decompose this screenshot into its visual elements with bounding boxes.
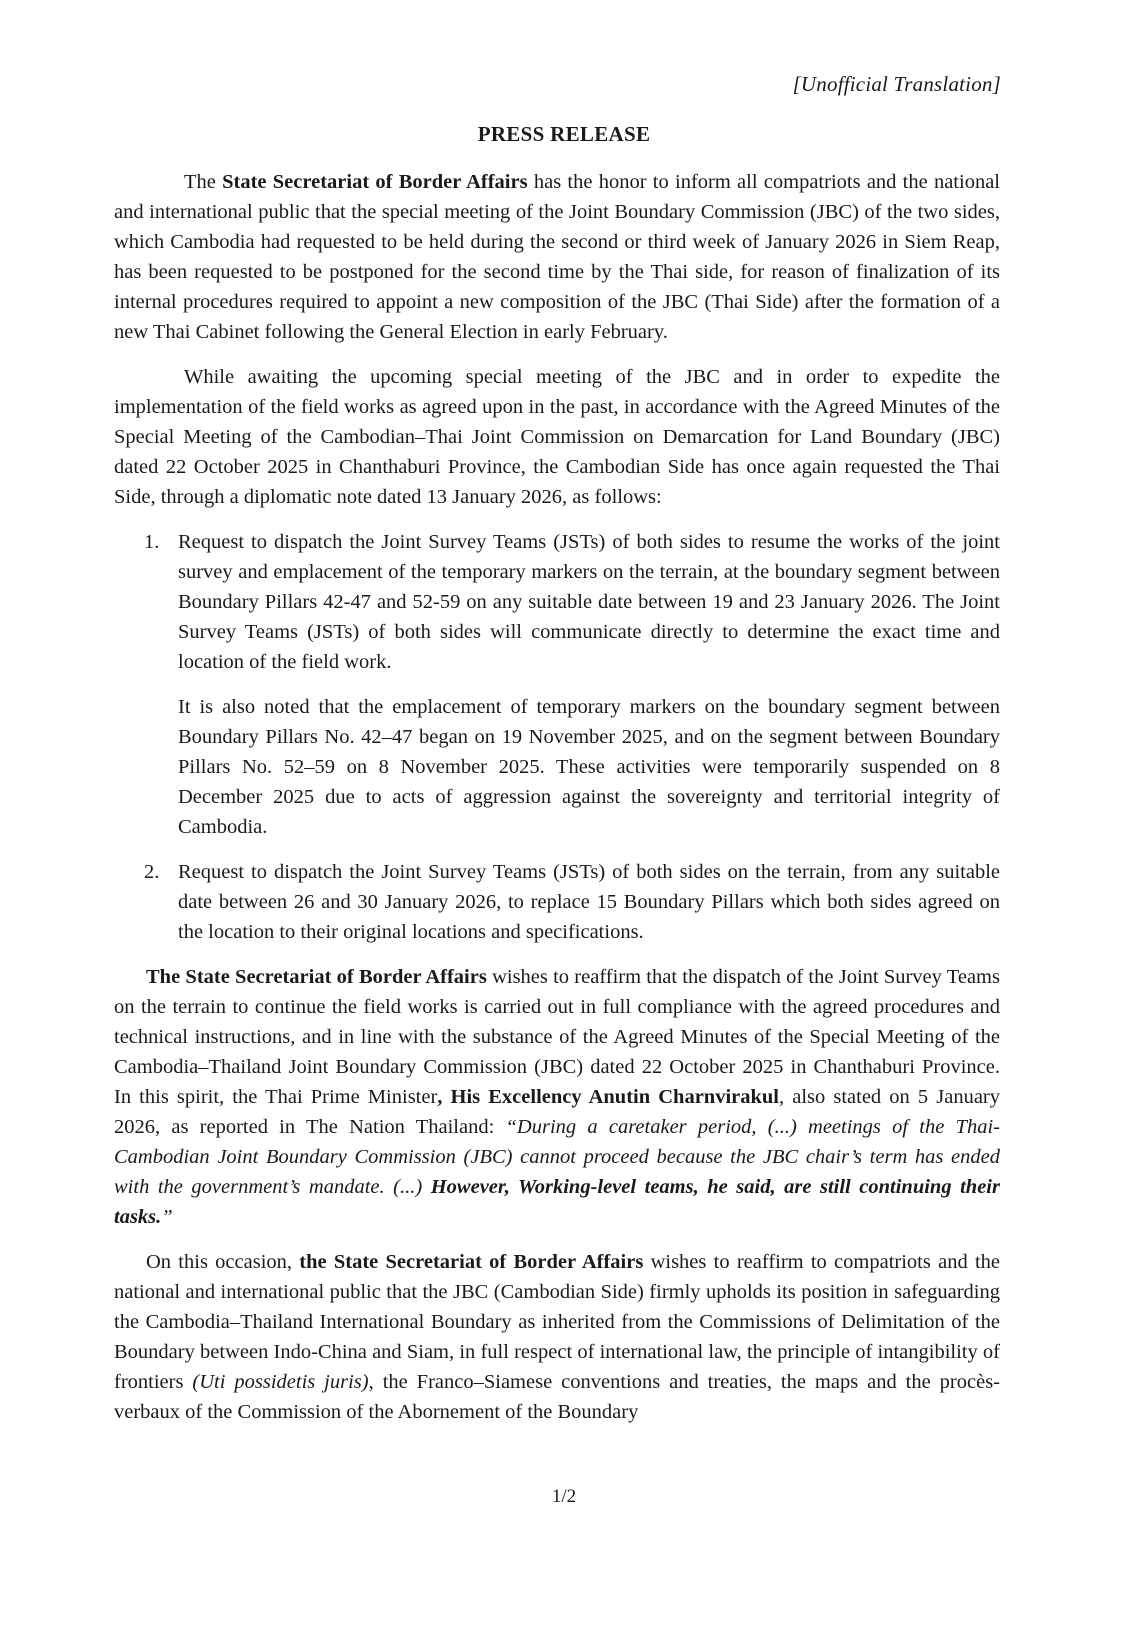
request-item-2 (114, 857, 1000, 947)
request-text: Request to dispatch the Joint Survey Teams (JSTs) of both sides to resume the works of the joint survey and emplacement of the temporary markers on the terrain, at the boundary segment between Boundary Pillars 42-47 and 52-59 on any suitable date between 19 and 23 January 2026. The Joint Survey Teams (JSTs) of both sides will communicate directly to determine the exact time and location of the field work. (178, 531, 1000, 673)
quote-close: ” (161, 1206, 173, 1228)
request-text: Request to dispatch the Joint Survey Teams (JSTs) of both sides on the terrain, from any suitable date between 26 and 30 January 2026, to replace 15 Boundary Pillars which both sides agreed on the location to their original locations and specifications. (178, 861, 1000, 943)
text-run: , also stated on 5 January 2026, as reported in The Nation Thailand: (114, 1086, 1000, 1138)
paragraph-position (114, 1247, 1000, 1427)
pm-name-bold: , His Excellency Anutin Charnvirakul (437, 1086, 779, 1108)
paragraph-postponement (114, 167, 1000, 347)
org-name-bold: State Secretariat of Border Affairs (222, 171, 528, 193)
latin-term-italic: (Uti possidetis juris) (192, 1371, 369, 1393)
document-body (114, 167, 1000, 1442)
list-number: 2. (144, 861, 160, 883)
text-run: On this occasion, (146, 1251, 300, 1273)
text-run: , the Franco–Siamese conventions and treaties, the maps and the procès-verbaux of the Commission of the Abornement of the Boundary (114, 1371, 1001, 1423)
quote-bold-italic: However, Working-level teams, he said, are still continuing their tasks. (114, 1176, 1000, 1228)
request-list (114, 527, 1000, 947)
org-name-bold: the State Secretariat of Border Affairs (299, 1251, 644, 1273)
list-number: 1. (144, 531, 160, 553)
request-note: It is also noted that the emplacement of temporary markers on the boundary segment between Boundary Pillars No. 42–47 began on 19 November 2025, and on the segment between Boundary Pillars No. 52–59 on 8 November 2025. These activities were temporarily suspended on 8 December 2025 due to acts of aggression against the sovereignty and territorial integrity of Cambodia. (178, 696, 1000, 838)
unofficial-translation-note: [Unofficial Translation] (792, 72, 1001, 96)
document-title: PRESS RELEASE (477, 122, 651, 146)
text-run: wishes to reaffirm to compatriots and the national and international public that the JBC (Cambodian Side) firmly upholds its position in safeguarding the Cambodia–Thailand International Boundary as inherited from the Commissions of Delimitation of the Boundary between Indo-China and Siam, in full respect of international law, the principle of intangibility of frontiers (114, 1251, 1000, 1393)
page-number: 1/2 (551, 1486, 577, 1507)
quote-italic: “During a caretaker period, (...) meetings of the Thai-Cambodian Joint Boundary Commission (JBC) cannot proceed because the JBC chair’s term has ended with the government’s mandate. (...) (114, 1116, 1000, 1198)
paragraph-request-intro: While awaiting the upcoming special meeting of the JBC and in order to expedite the implementation of the field works as agreed upon in the past, in accordance with the Agreed Minutes of the Special Meeting of the Cambodian–Thai Joint Commission on Demarcation for Land Boundary (JBC) dated 22 October 2025 in Chanthaburi Province, the Cambodian Side has once again requested the Thai Side, through a diplomatic note dated 13 January 2026, as follows: (114, 366, 1000, 508)
request-item-1 (114, 527, 1000, 842)
text-run: has the honor to inform all compatriots and the national and international public that the special meeting of the Joint Boundary Commission (JBC) of the two sides, which Cambodia had requested to be held during the second or third week of January 2026 in Siem Reap, has been requested to be postponed for the second time by the Thai side, for reason of finalization of its internal procedures required to appoint a new composition of the JBC (Thai Side) after the formation of a new Thai Cabinet following the General Election in early February. (114, 171, 1000, 343)
org-name-bold: The State Secretariat of Border Affairs (146, 966, 487, 988)
text-run: The (184, 171, 223, 193)
text-run: wishes to reaffirm that the dispatch of the Joint Survey Teams on the terrain to continue the field works is carried out in full compliance with the agreed procedures and technical instructions, and in line with the substance of the Agreed Minutes of the Special Meeting of the Cambodia–Thailand Joint Boundary Commission (JBC) dated 22 October 2025 in Chanthaburi Province. In this spirit, the Thai Prime Minister (114, 966, 1000, 1108)
paragraph-reaffirm-compliance (114, 962, 1000, 1232)
